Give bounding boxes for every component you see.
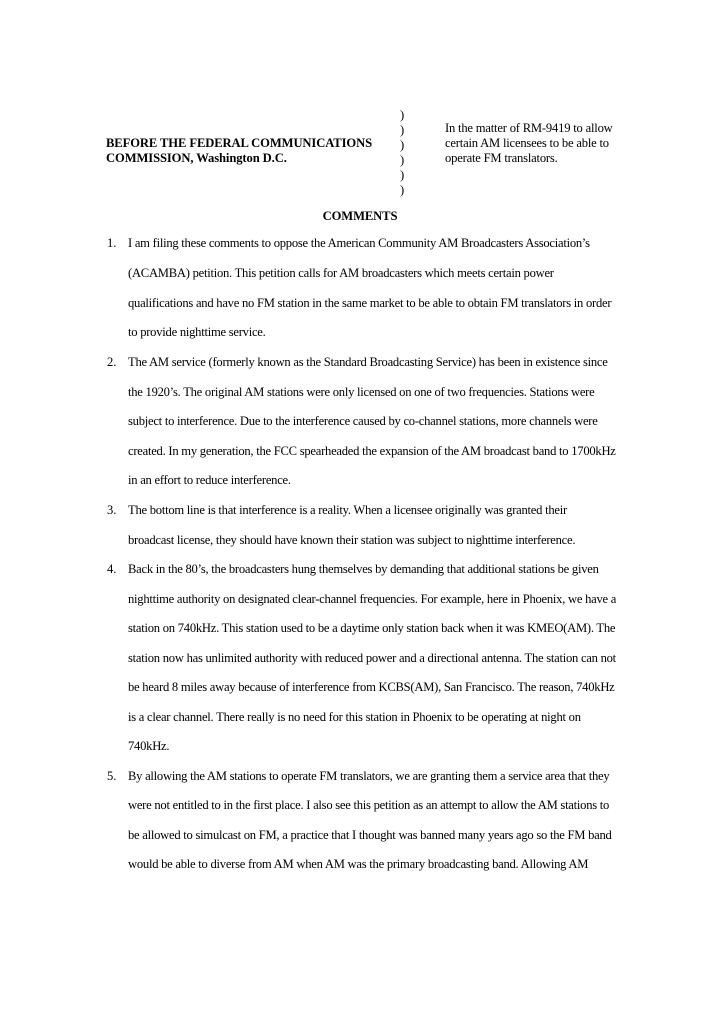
paragraph-line: By allowing the AM stations to operate FM translators, we are granting them a service area that they — [128, 769, 610, 783]
paren-mark: ) — [400, 168, 405, 182]
paragraph-line: station now has unlimited authority with reduced power and a directional antenna. The station can not — [128, 651, 616, 665]
paragraph-line: subject to interference. Due to the interference caused by co-channel stations, more channels were — [128, 414, 598, 428]
matter-caption — [445, 121, 635, 166]
paragraph-line: were not entitled to in the first place. I also see this petition as an attempt to allow the AM stations to — [128, 798, 610, 812]
matter-caption-line: operate FM translators. — [445, 151, 558, 165]
matter-caption-line: certain AM licensees to be able to — [445, 136, 609, 150]
paren-mark: ) — [400, 108, 405, 122]
paragraph-line: qualifications and have no FM station in the same market to be able to obtain FM translators in order — [128, 296, 612, 310]
matter-caption-line: In the matter of RM-9419 to allow — [445, 121, 613, 135]
paren-mark: ) — [400, 123, 405, 137]
paragraph-line: would be able to diverse from AM when AM was the primary broadcasting band. Allowing AM — [128, 857, 589, 871]
paragraph-line: The bottom line is that interference is a reality. When a licensee originally was granted their — [128, 503, 567, 517]
paragraph-line: nighttime authority on designated clear-channel frequencies. For example, here in Phoenix, we have a — [128, 592, 617, 606]
caption-paren-column — [400, 108, 410, 198]
paragraph-number: 3. — [107, 503, 117, 517]
paren-mark: ) — [400, 153, 405, 167]
court-caption-line: COMMISSION, Washington D.C. — [106, 151, 287, 165]
paragraph-number: 2. — [107, 355, 117, 369]
court-caption — [106, 136, 386, 166]
paragraph-line: The AM service (formerly known as the Standard Broadcasting Service) has been in existence since — [128, 355, 608, 369]
paragraph-line: in an effort to reduce interference. — [128, 473, 291, 487]
paren-mark: ) — [400, 183, 405, 197]
paragraph-number: 1. — [107, 236, 117, 250]
paragraph-line: I am filing these comments to oppose the American Community AM Broadcasters Association’s — [128, 236, 590, 250]
paragraph-line: 740kHz. — [128, 739, 170, 753]
paragraph-number: 4. — [107, 562, 117, 576]
paragraph-line: be allowed to simulcast on FM, a practice that I thought was banned many years ago so the FM band — [128, 828, 612, 842]
paragraph-line: created. In my generation, the FCC spearheaded the expansion of the AM broadcast band to 1700kHz — [128, 444, 616, 458]
paren-mark: ) — [400, 138, 405, 152]
paragraph-line: station on 740kHz. This station used to be a daytime only station back when it was KMEO(AM). The — [128, 621, 616, 635]
paragraph-line: the 1920’s. The original AM stations were only licensed on one of two frequencies. Stations were — [128, 385, 595, 399]
paragraph-number: 5. — [107, 769, 117, 783]
paragraph-line: broadcast license, they should have known their station was subject to nighttime interference. — [128, 533, 576, 547]
paragraph-line: (ACAMBA) petition. This petition calls for AM broadcasters which meets certain power — [128, 266, 554, 280]
document-heading: COMMENTS — [322, 209, 398, 223]
paragraph-line: to provide nighttime service. — [128, 325, 266, 339]
paragraph-line: Back in the 80’s, the broadcasters hung themselves by demanding that additional stations be given — [128, 562, 599, 576]
paragraph-line: be heard 8 miles away because of interference from KCBS(AM), San Francisco. The reason, 740kHz — [128, 680, 615, 694]
paragraph-line: is a clear channel. There really is no need for this station in Phoenix to be operating at night on — [128, 710, 581, 724]
court-caption-line: BEFORE THE FEDERAL COMMUNICATIONS — [106, 136, 372, 150]
